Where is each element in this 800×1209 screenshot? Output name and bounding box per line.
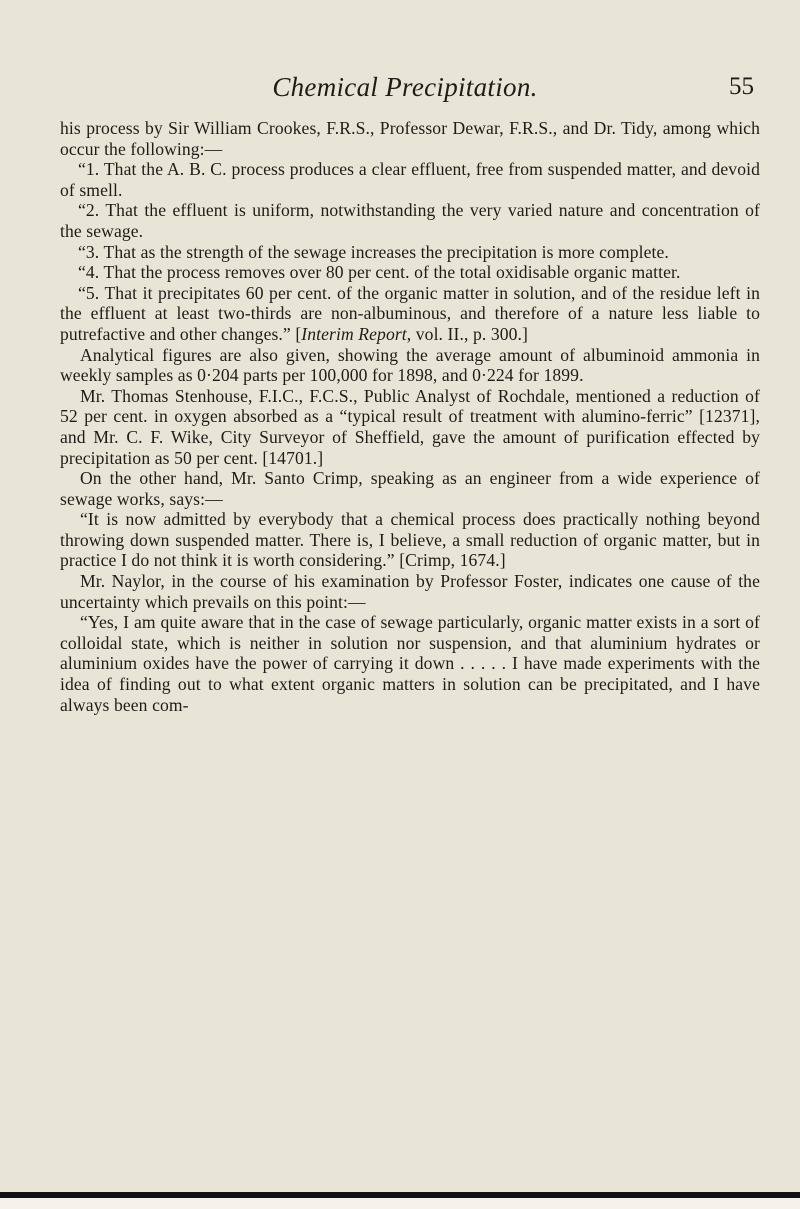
paragraph-1: his process by Sir William Crookes, F.R.S., Professor Dewar, F.R.S., and Dr. Tidy, among which occur the following:— — [60, 118, 760, 159]
finding-5-text: “5. That it precipitates 60 per cent. of the organic matter in solution, and of the residue left in the effluent at least two-thirds are non-albuminous, and therefore of a nature less liable to putrefactive and other changes.” — [60, 282, 760, 344]
paragraph-naylor: Mr. Naylor, in the course of his examination by Professor Foster, indicates one cause of the uncertainty which prevails on this point:— — [60, 571, 760, 612]
bottom-margin — [0, 1198, 800, 1209]
paragraph-analytical: Analytical figures are also given, showing the average amount of albuminoid ammonia in weekly samples as 0·204 parts per 100,000 for 1898, and 0·224 for 1899. — [60, 344, 760, 386]
finding-4: “4. That the process removes over 80 per cent. of the total oxidisable organic matter. — [78, 262, 681, 283]
crimp-quote — [60, 509, 760, 571]
crimp-quote-text: “It is now admitted by everybody that a chemical process does practically nothing beyond throwing down suspended matter. There is, I believe, a small reduction of organic matter, but in practice I do not think it is worth considering.” — [60, 509, 760, 571]
finding-5 — [60, 283, 760, 345]
paragraph-stenhouse: Mr. Thomas Stenhouse, F.I.C., F.C.S., Public Analyst of Rochdale, mentioned a reduction of 52 per cent. in oxygen absorbed as a “typical result of treatment with alumino-ferric” [12371], and Mr. C. F. Wike, City Surveyor of Sheffield, gave the amount of purification effected by precipitation as 50 per cent. [14701.] — [60, 385, 760, 468]
findings-quote — [60, 159, 760, 344]
naylor-quote: “Yes, I am quite aware that in the case of sewage particularly, organic matter exists in a sort of colloidal state, which is neither in solution nor suspension, and that aluminium hydrates or aluminium oxides have the power of carrying it down . . . . . I have made experiments with the idea of finding out to what extent organic matters in solution can be precipitated, and I have always been com- — [60, 612, 760, 715]
book-page — [60, 72, 760, 715]
running-title: Chemical Precipitation. — [272, 72, 538, 102]
finding-1: “1. That the A. B. C. process produces a clear effluent, free from suspended matter, and devoid of smell. — [60, 159, 760, 200]
page-number: 55 — [729, 73, 754, 100]
crimp-citation: [Crimp, 1674.] — [399, 550, 506, 571]
finding-2: “2. That the effluent is uniform, notwithstanding the very varied nature and concentration of the sewage. — [60, 200, 760, 241]
paragraph-crimp-intro: On the other hand, Mr. Santo Crimp, speaking as an engineer from a wide experience of sewage works, says:— — [60, 468, 760, 509]
interim-report-citation: [Interim Report, vol. II., p. 300.] — [295, 323, 529, 344]
body-text — [60, 118, 760, 715]
finding-3: “3. That as the strength of the sewage increases the precipitation is more complete. — [78, 241, 669, 262]
page-header — [60, 72, 760, 118]
